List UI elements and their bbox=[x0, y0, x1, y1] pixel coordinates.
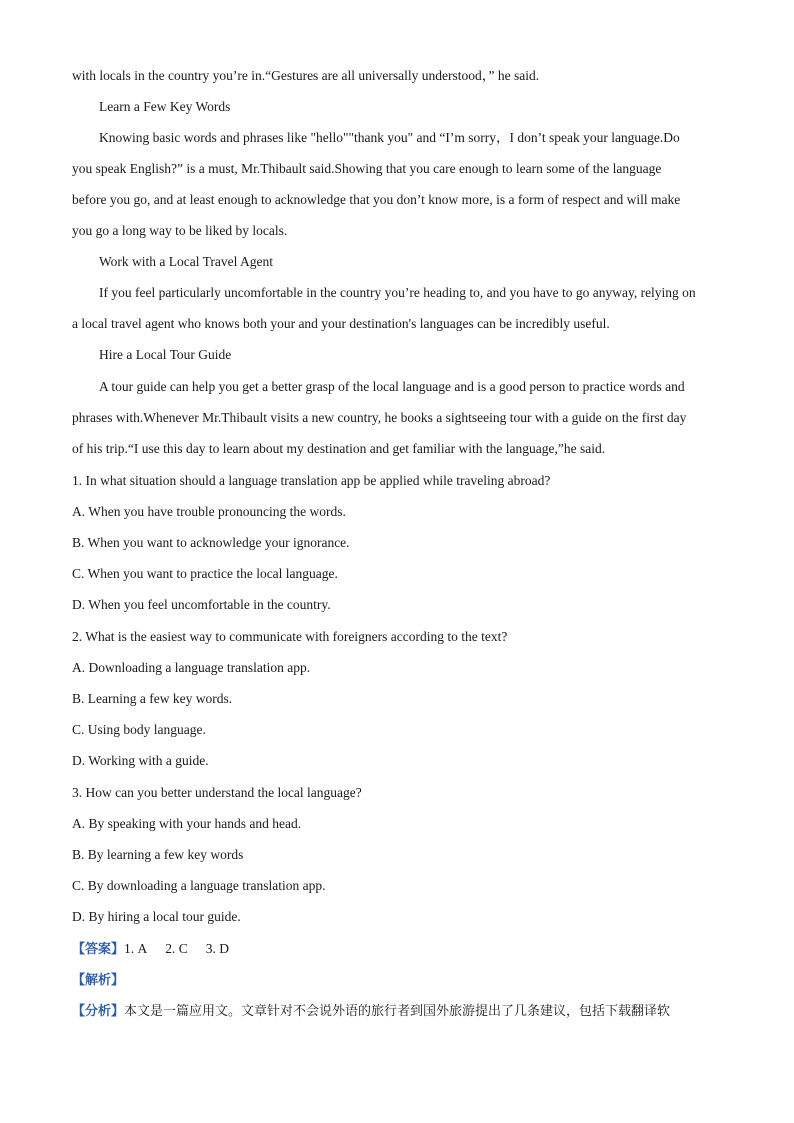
section-heading: Learn a Few Key Words bbox=[99, 99, 231, 114]
passage-text-line: If you feel particularly uncomfortable in the country you’re heading to, and you have to go anyway, relying on bbox=[99, 285, 696, 300]
passage-text-line: a local travel agent who knows both your and your destination's languages can be incredibly useful. bbox=[72, 316, 610, 331]
analysis-line bbox=[72, 1001, 670, 1022]
passage-text-line: of his trip.“I use this day to learn about my destination and get familiar with the language,”he said. bbox=[72, 441, 606, 456]
passage-text-line: phrases with.Whenever Mr.Thibault visits a new country, he books a sightseeing tour with a guide on the first day bbox=[72, 410, 687, 425]
question-option: A. By speaking with your hands and head. bbox=[72, 816, 302, 831]
question-option: B. Learning a few key words. bbox=[72, 691, 233, 706]
question-option: C. By downloading a language translation app. bbox=[72, 878, 326, 893]
answer-item: 1. A bbox=[124, 941, 148, 956]
section-heading: Hire a Local Tour Guide bbox=[99, 347, 232, 362]
question-stem: 1. In what situation should a language translation app be applied while traveling abroad? bbox=[72, 473, 551, 488]
question-option: D. By hiring a local tour guide. bbox=[72, 909, 241, 924]
analysis-heading bbox=[72, 970, 124, 991]
answer-line bbox=[72, 939, 229, 960]
passage-text-line: with locals in the country you’re in.“Gestures are all universally understood，” he said. bbox=[72, 68, 540, 83]
analysis-sub-label: 【分析】 bbox=[72, 1004, 125, 1019]
question-option: D. Working with a guide. bbox=[72, 753, 209, 768]
question-option: C. Using body language. bbox=[72, 722, 206, 737]
passage-text-line: you go a long way to be liked by locals. bbox=[72, 223, 288, 238]
section-heading: Work with a Local Travel Agent bbox=[99, 254, 274, 269]
analysis-text: 本文是一篇应用文。文章针对不会说外语的旅行者到国外旅游提出了几条建议，包括下载翻译软 bbox=[124, 1004, 671, 1019]
question-option: C. When you want to practice the local language. bbox=[72, 566, 338, 581]
question-stem: 2. What is the easiest way to communicate with foreigners according to the text? bbox=[72, 629, 508, 644]
analysis-label: 【解析】 bbox=[72, 973, 125, 988]
answer-label: 【答案】 bbox=[72, 942, 125, 957]
question-stem: 3. How can you better understand the local language? bbox=[72, 785, 362, 800]
passage-text-line: A tour guide can help you get a better grasp of the local language and is a good person to practice words and bbox=[99, 379, 685, 394]
passage-text-line: Knowing basic words and phrases like "hello""thank you" and “I’m sorry，I don’t speak your language.Do bbox=[99, 130, 680, 145]
question-option: B. By learning a few key words bbox=[72, 847, 244, 862]
question-option: A. Downloading a language translation app. bbox=[72, 660, 311, 675]
question-option: A. When you have trouble pronouncing the words. bbox=[72, 504, 346, 519]
passage-text-line: you speak English?” is a must, Mr.Thibault said.Showing that you care enough to learn some of the language bbox=[72, 161, 662, 176]
passage-text-line: before you go, and at least enough to acknowledge that you don’t know more, is a form of respect and will make bbox=[72, 192, 681, 207]
answer-item: 3. D bbox=[205, 941, 230, 956]
question-option: D. When you feel uncomfortable in the country. bbox=[72, 597, 331, 612]
answer-item: 2. C bbox=[165, 941, 188, 956]
question-option: B. When you want to acknowledge your ignorance. bbox=[72, 535, 350, 550]
